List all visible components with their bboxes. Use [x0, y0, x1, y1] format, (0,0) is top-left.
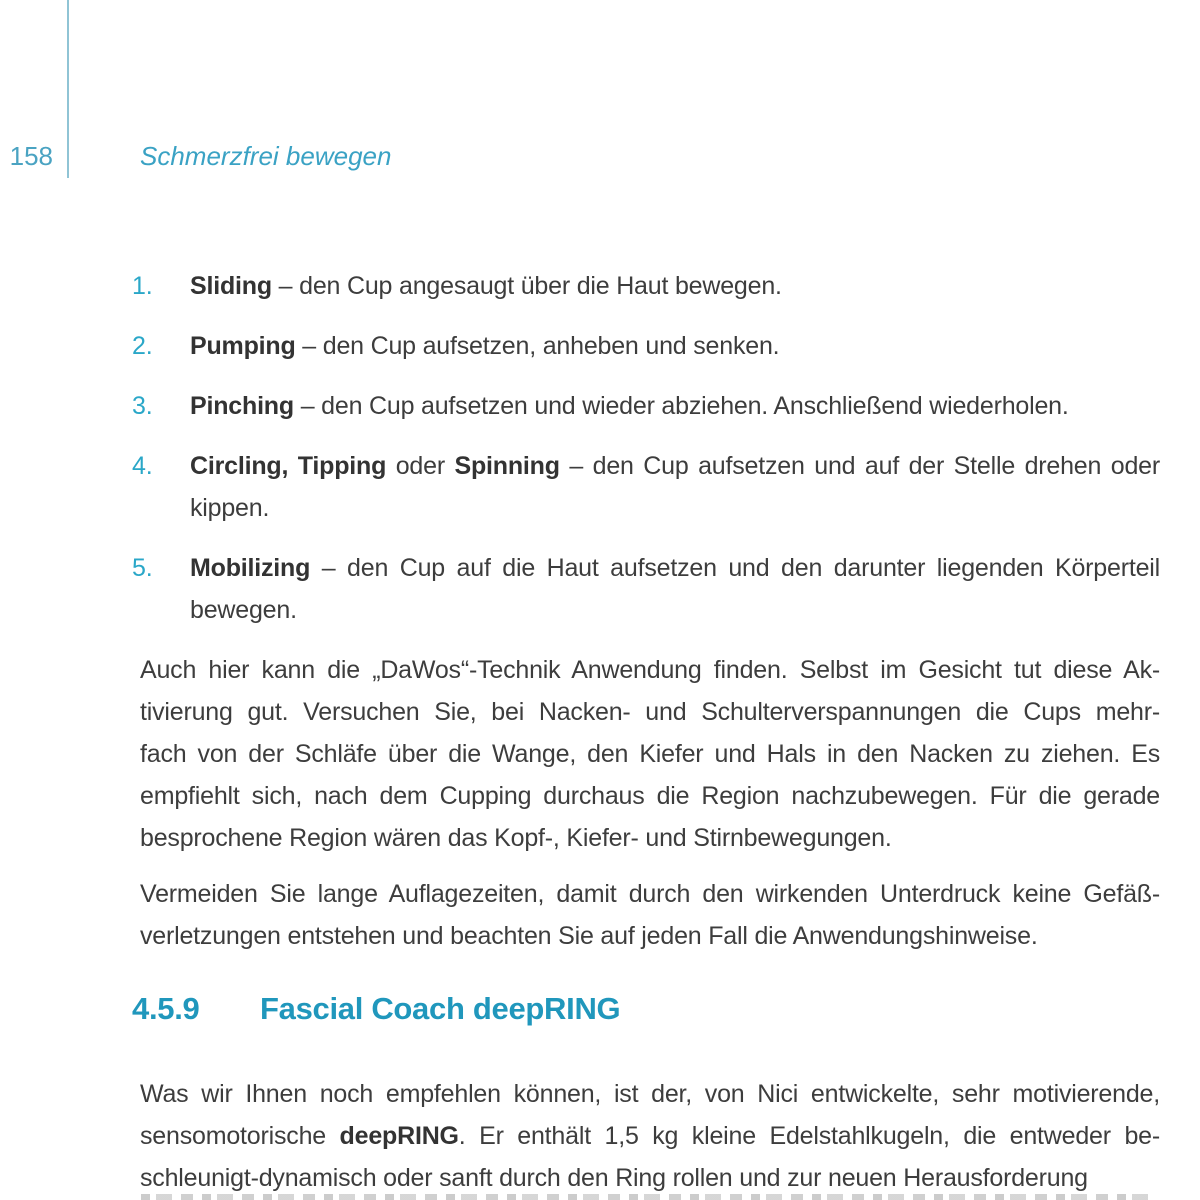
- list-item: [132, 385, 1160, 427]
- text-segment: Vermeiden Sie lange Auflagezeiten, damit durch den wirkenden Unterdruck keine Gefäß-: [140, 880, 1160, 908]
- list-item-number: 3.: [132, 392, 153, 420]
- page-content: [132, 265, 1160, 1199]
- list-item-number: 4.: [132, 452, 153, 480]
- list-item-text: [190, 547, 1160, 631]
- text-segment: – den Cup aufsetzen und auf der Stelle drehen oder: [559, 452, 1160, 480]
- text-line: [140, 873, 1160, 915]
- text-line: [190, 385, 1160, 427]
- text-segment: – den Cup auf die Haut aufsetzen und den darunter liegenden Körperteil: [310, 554, 1160, 582]
- bold-text-segment: Pinching: [190, 392, 294, 420]
- paragraph: [140, 1073, 1160, 1199]
- text-segment: bewegen.: [190, 596, 297, 624]
- text-segment: fach von der Schläfe über die Wange, den Kiefer und Hals in den Nacken zu ziehen. Es: [140, 740, 1160, 768]
- text-line: [140, 817, 1160, 859]
- running-header-title: Schmerzfrei bewegen: [140, 141, 392, 171]
- bold-text-segment: Mobilizing: [190, 554, 311, 582]
- text-line: [190, 265, 1160, 307]
- text-segment: . Er enthält 1,5 kg kleine Edelstahlkugeln, die entweder be-: [458, 1122, 1160, 1150]
- text-line: [190, 547, 1160, 589]
- text-segment: – den Cup aufsetzen, anheben und senken.: [295, 332, 780, 360]
- text-line: [140, 775, 1160, 817]
- text-line: [190, 325, 1160, 367]
- numbered-list: [132, 265, 1160, 631]
- bold-text-segment: Spinning: [454, 452, 560, 480]
- list-item: [132, 265, 1160, 307]
- page-number: 158: [9, 141, 53, 171]
- text-segment: Was wir Ihnen noch empfehlen können, ist der, von Nici entwickelte, sehr motivierende,: [140, 1080, 1160, 1108]
- text-segment: oder: [386, 452, 455, 480]
- text-segment: verletzungen entstehen und beachten Sie auf jeden Fall die Anwendungshinweise.: [140, 922, 1038, 950]
- list-item: [132, 445, 1160, 529]
- text-segment: empfiehlt sich, nach dem Cupping durchaus die Region nachzubewegen. Für die gerade: [140, 782, 1160, 810]
- list-item-number: 2.: [132, 332, 153, 360]
- list-item-text: [190, 445, 1160, 529]
- text-segment: Auch hier kann die „DaWos“-Technik Anwendung finden. Selbst im Gesicht tut diese Ak-: [140, 656, 1160, 684]
- text-line: [140, 1115, 1160, 1157]
- text-line: [140, 1073, 1160, 1115]
- list-item-text: [190, 325, 1160, 367]
- paragraph: [140, 649, 1160, 859]
- text-segment: kippen.: [190, 494, 270, 522]
- list-item-number: 5.: [132, 554, 153, 582]
- text-line: [140, 649, 1160, 691]
- paragraph: [140, 873, 1160, 957]
- list-item: [132, 325, 1160, 367]
- section-heading: [132, 989, 1160, 1029]
- bold-text-segment: Pumping: [190, 332, 296, 360]
- text-line: [140, 915, 1160, 957]
- list-item-number: 1.: [132, 272, 153, 300]
- text-segment: – den Cup aufsetzen und wieder abziehen. Anschließend wiederholen.: [293, 392, 1069, 420]
- text-line: [190, 589, 1160, 631]
- text-segment: tivierung gut. Versuchen Sie, bei Nacken- und Schulterverspannungen die Cups mehr-: [140, 698, 1160, 726]
- text-line: [190, 487, 1160, 529]
- section-number: 4.5.9: [132, 991, 200, 1026]
- bold-text-segment: Circling, Tipping: [190, 452, 387, 480]
- bold-text-segment: deepRING: [339, 1122, 459, 1150]
- text-segment: besprochene Region wären das Kopf-, Kiefer- und Stirnbewegungen.: [140, 824, 892, 852]
- header-vertical-rule: [67, 0, 69, 178]
- text-line: [140, 691, 1160, 733]
- bold-text-segment: Sliding: [190, 272, 272, 300]
- text-line: [140, 733, 1160, 775]
- list-item-text: [190, 265, 1160, 307]
- list-item-text: [190, 385, 1160, 427]
- clipped-text-line: [141, 1194, 1157, 1200]
- text-segment: sensomotorische: [140, 1122, 340, 1150]
- list-item: [132, 547, 1160, 631]
- text-segment: schleunigt-dynamisch oder sanft durch den Ring rollen und zur neuen Herausforderung: [140, 1164, 1088, 1192]
- text-line: [190, 445, 1160, 487]
- text-line: [140, 1157, 1160, 1199]
- section-title: Fascial Coach deepRING: [260, 991, 621, 1026]
- text-segment: – den Cup angesaugt über die Haut bewegen.: [271, 272, 782, 300]
